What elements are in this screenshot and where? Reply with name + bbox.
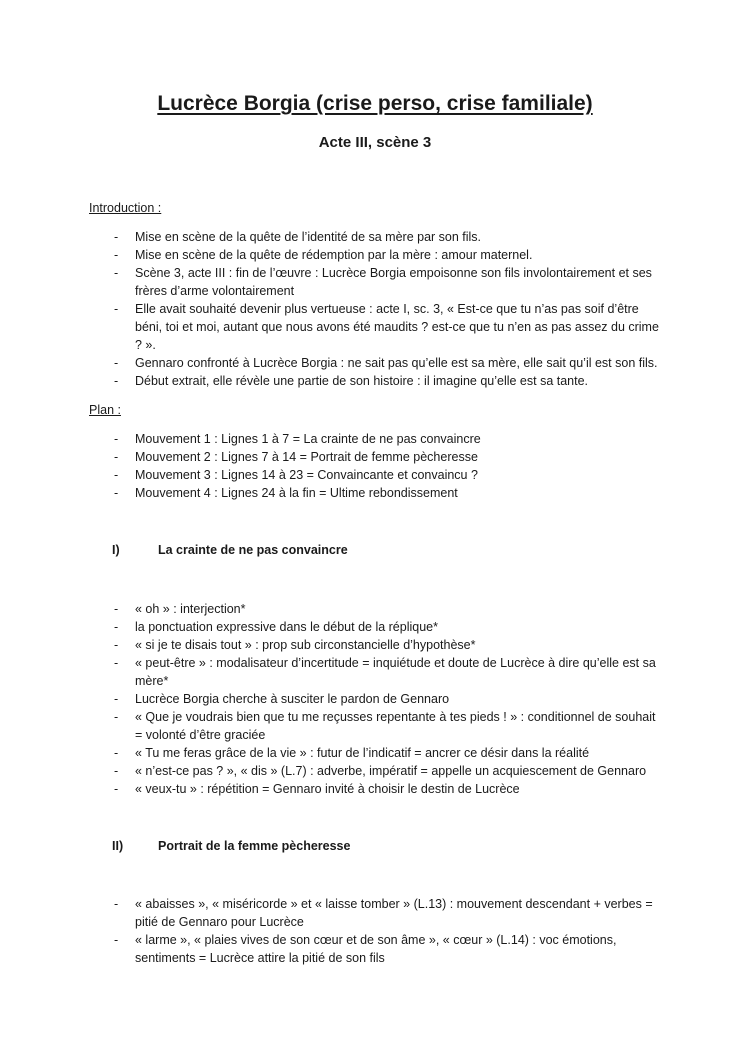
list-item-text: la ponctuation expressive dans le début de la réplique* (135, 620, 438, 634)
list-item (0, 448, 750, 466)
document-subtitle: Acte III, scène 3 (318, 134, 432, 151)
list-item-text: Gennaro confronté à Lucrèce Borgia : ne sait pas qu’elle est sa mère, elle sait qu’il est son fils. (135, 356, 658, 370)
section-number: I) (112, 543, 120, 557)
list-item-text: Mouvement 3 : Lignes 14 à 23 = Convaincante et convaincu ? (135, 468, 478, 482)
list-item (0, 654, 750, 690)
list-item-text: « abaisses », « miséricorde » et « laisse tomber » (L.13) : mouvement descendant + verbes = pitié de Gennaro pour Lucrèce (135, 897, 653, 929)
list-item (0, 228, 750, 246)
list-item (0, 618, 750, 636)
bullet-dash: - (114, 356, 119, 370)
bullet-dash: - (114, 432, 119, 446)
bullet-dash: - (114, 302, 119, 316)
bullet-dash: - (114, 933, 119, 947)
bullet-dash: - (114, 468, 119, 482)
bullet-dash: - (114, 782, 119, 796)
list-item-text: « Que je voudrais bien que tu me reçusses repentante à tes pieds ! » : conditionnel de souhait = volonté d’être graciée (135, 710, 656, 742)
list-item-text: Lucrèce Borgia cherche à susciter le pardon de Gennaro (135, 692, 450, 706)
bullet-dash: - (114, 374, 119, 388)
section-title: La crainte de ne pas convaincre (158, 543, 348, 557)
document-title: Lucrèce Borgia (crise perso, crise familiale) (157, 92, 593, 115)
list-item-text: « Tu me feras grâce de la vie » : futur de l’indicatif = ancrer ce désir dans la réalité (135, 746, 590, 760)
list-item-text: Début extrait, elle révèle une partie de son histoire : il imagine qu’elle est sa tante. (135, 374, 589, 388)
bullet-dash: - (114, 602, 119, 616)
section-1-list (0, 600, 750, 798)
section-2-list (0, 895, 750, 967)
list-item (0, 466, 750, 484)
list-item (0, 430, 750, 448)
section-title: Portrait de la femme pècheresse (158, 839, 351, 853)
plan-list (0, 430, 750, 502)
list-item (0, 931, 750, 967)
list-item (0, 762, 750, 780)
list-item (0, 246, 750, 264)
list-item (0, 600, 750, 618)
list-item (0, 708, 750, 744)
bullet-dash: - (114, 620, 119, 634)
bullet-dash: - (114, 764, 119, 778)
list-item (0, 484, 750, 502)
list-item-text: « larme », « plaies vives de son cœur et de son âme », « cœur » (L.14) : voc émotions, sentiments = Lucrèce attire la pitié de son fils (135, 933, 617, 965)
list-item (0, 690, 750, 708)
bullet-dash: - (114, 230, 119, 244)
bullet-dash: - (114, 710, 119, 724)
list-item-text: Mouvement 2 : Lignes 7 à 14 = Portrait de femme pècheresse (135, 450, 478, 464)
list-item-text: « oh » : interjection* (135, 602, 246, 616)
list-item-text: « si je te disais tout » : prop sub circonstancielle d’hypothèse* (135, 638, 476, 652)
list-item-text: Mise en scène de la quête de l’identité de sa mère par son fils. (135, 230, 482, 244)
bullet-dash: - (114, 486, 119, 500)
bullet-dash: - (114, 248, 119, 262)
bullet-dash: - (114, 656, 119, 670)
bullet-dash: - (114, 450, 119, 464)
list-item (0, 300, 750, 354)
bullet-dash: - (114, 638, 119, 652)
list-item-text: Mouvement 4 : Lignes 24 à la fin = Ultime rebondissement (135, 486, 458, 500)
list-item-text: « peut-être » : modalisateur d’incertitude = inquiétude et doute de Lucrèce à dire qu’elle est sa mère* (135, 656, 656, 688)
section-number: II) (112, 839, 124, 853)
list-item-text: « n’est-ce pas ? », « dis » (L.7) : adverbe, impératif = appelle un acquiescement de Gennaro (135, 764, 647, 778)
list-item-text: Mise en scène de la quête de rédemption par la mère : amour maternel. (135, 248, 533, 262)
bullet-dash: - (114, 746, 119, 760)
bullet-dash: - (114, 266, 119, 280)
list-item (0, 264, 750, 300)
list-item (0, 895, 750, 931)
list-item (0, 780, 750, 798)
list-item (0, 744, 750, 762)
bullet-dash: - (114, 692, 119, 706)
list-item-text: Mouvement 1 : Lignes 1 à 7 = La crainte de ne pas convaincre (135, 432, 481, 446)
introduction-label: Introduction : (89, 201, 162, 215)
list-item-text: Elle avait souhaité devenir plus vertueuse : acte I, sc. 3, « Est-ce que tu n’as pas soif d’être béni, toi et moi, autant que nous avons été maudits ? est-ce que tu n’en as pas assez du crime ? ». (135, 302, 659, 352)
list-item-text: « veux-tu » : répétition = Gennaro invité à choisir le destin de Lucrèce (135, 782, 520, 796)
list-item-text: Scène 3, acte III : fin de l’œuvre : Lucrèce Borgia empoisonne son fils involontairement et ses frères d’arme volontairement (135, 266, 652, 298)
list-item (0, 636, 750, 654)
bullet-dash: - (114, 897, 119, 911)
list-item (0, 354, 750, 372)
list-item (0, 372, 750, 390)
plan-label: Plan : (89, 403, 121, 417)
introduction-list (0, 228, 750, 390)
